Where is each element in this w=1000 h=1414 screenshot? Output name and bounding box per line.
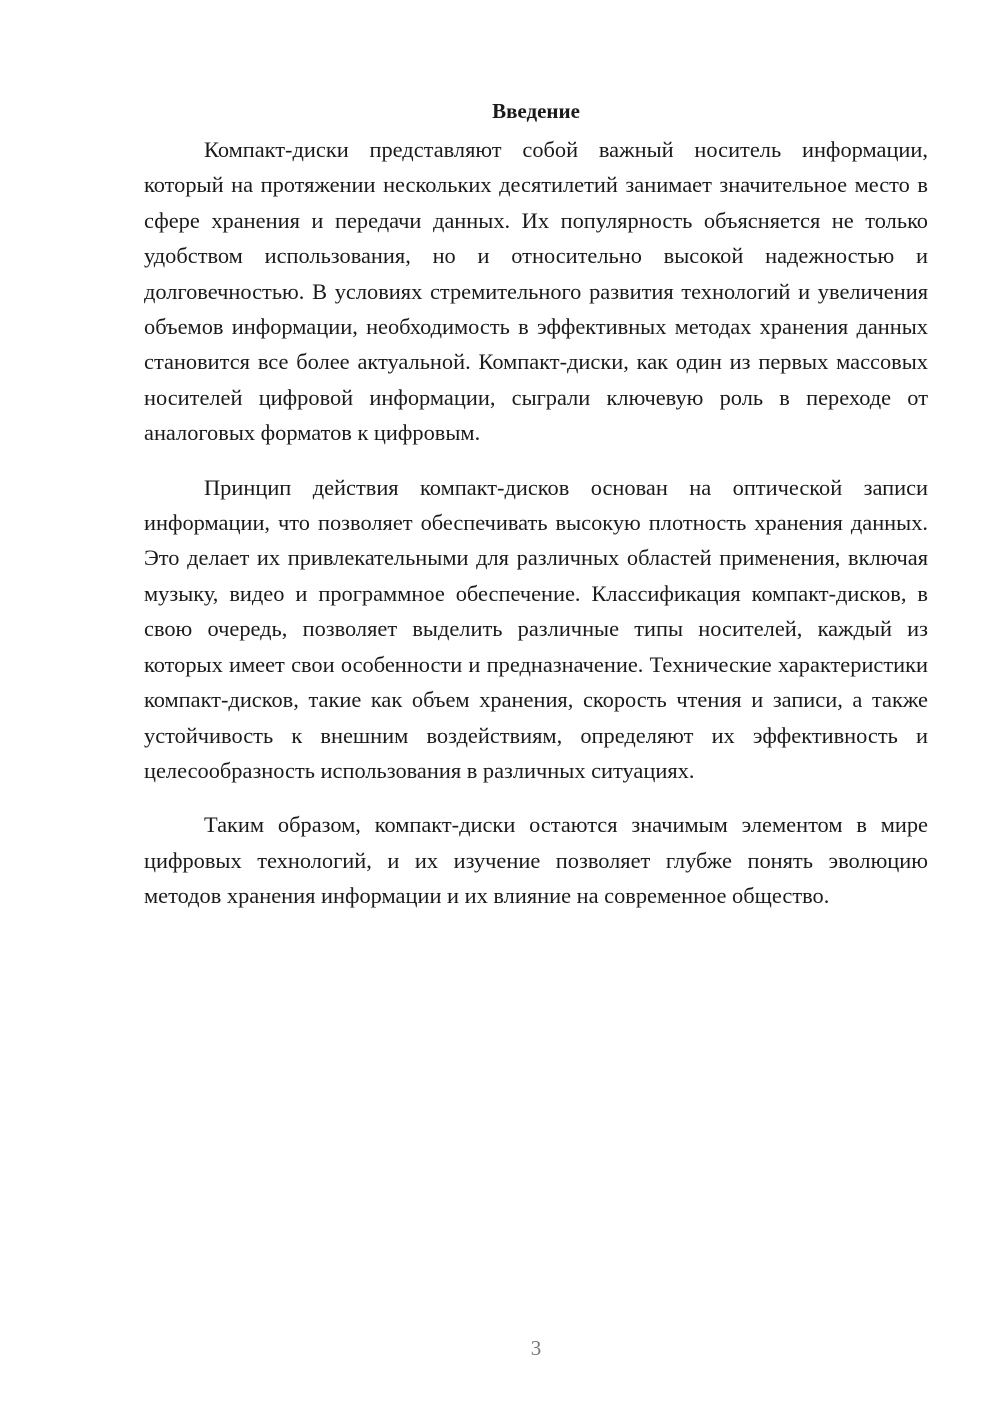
page-content bbox=[144, 96, 928, 933]
paragraph-1: Компакт-диски представляют собой важный носитель информации, который на протяжении нескольких десятилетий занимает значительное место в сфере хранения и передачи данных. Их популярность объясняется не только удобством использования, но и относительно высокой надежностью и долговечностью. В условиях стремительного развития технологий и увеличения объемов информации, необходимость в эффективных методах хранения данных становится все более актуальной. Компакт-диски, как один из первых массовых носителей цифровой информации, сыграли ключевую роль в переходе от аналоговых форматов к цифровым. bbox=[144, 137, 928, 446]
page-number: 3 bbox=[530, 1336, 542, 1360]
section-heading: Введение bbox=[492, 99, 580, 123]
paragraph-3: Таким образом, компакт-диски остаются значимым элементом в мире цифровых технологий, и их изучение позволяет глубже понять эволюцию методов хранения информации и их влияние на современное общество. bbox=[144, 812, 928, 909]
paragraph-2: Принцип действия компакт-дисков основан на оптической записи информации, что позволяет обеспечивать высокую плотность хранения данных. Это делает их привлекательными для различных областей применения, включая музыку, видео и программное обеспечение. Классификация компакт-дисков, в свою очередь, позволяет выделить различные типы носителей, каждый из которых имеет свои особенности и предназначение. Технические характеристики компакт-дисков, такие как объем хранения, скорость чтения и записи, а также устойчивость к внешним воздействиям, определяют их эффективность и целесообразность использования в различных ситуациях. bbox=[144, 474, 928, 783]
